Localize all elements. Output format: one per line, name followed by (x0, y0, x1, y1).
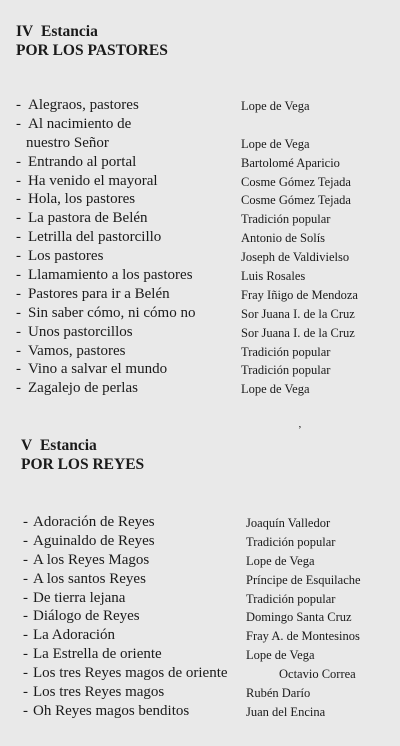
entry-author: Fray A. de Montesinos (246, 629, 360, 644)
entry-title: Los tres Reyes magos (33, 684, 165, 701)
bullet-dash: - (23, 608, 28, 625)
entry-title: Aguinaldo de Reyes (33, 532, 155, 549)
entry-list (0, 513, 400, 721)
list-item (0, 190, 400, 209)
entry-author: Cosme Gómez Tejada (241, 174, 351, 189)
bullet-dash: - (23, 702, 28, 719)
section-heading-line (21, 436, 400, 455)
list-item (0, 607, 400, 626)
list-item (0, 664, 400, 683)
bullet-dash: - (23, 514, 28, 530)
entry-title: Al nacimiento de (28, 115, 132, 132)
list-item (0, 626, 400, 645)
entry-title: Sin saber cómo, ni cómo no (28, 304, 196, 321)
entry-author: Lope de Vega (241, 136, 310, 151)
bullet-dash: - (16, 380, 21, 397)
entry-title: De tierra lejana (33, 589, 126, 606)
section-title: POR LOS REYES (21, 456, 145, 473)
bullet-dash: - (16, 210, 21, 227)
bullet-dash: - (16, 323, 21, 340)
entry-title: Los tres Reyes magos de oriente (33, 665, 228, 682)
bullet-dash: - (23, 551, 28, 568)
entry-author: Octavio Correa (279, 667, 356, 682)
entry-list (0, 96, 400, 398)
list-item (0, 589, 400, 608)
entry-author: Tradición popular (246, 591, 336, 606)
bullet-dash: - (16, 172, 21, 189)
entry-title: A los Reyes Magos (33, 551, 150, 568)
entry-author: Lope de Vega (246, 553, 315, 568)
entry-title: Vino a salvar el mundo (28, 361, 168, 378)
entry-author: Tradición popular (246, 534, 336, 549)
entry-author: Tradición popular (241, 212, 331, 227)
entry-title: Diálogo de Reyes (33, 608, 140, 625)
section-pastores (0, 22, 400, 397)
entry-title: Vamos, pastores (28, 342, 126, 359)
entry-author: Sor Juana I. de la Cruz (241, 325, 355, 340)
bullet-dash: - (16, 248, 21, 265)
entry-author: Sor Juana I. de la Cruz (241, 306, 355, 321)
bullet-dash: - (16, 361, 21, 378)
entry-title: La Estrella de oriente (33, 646, 162, 663)
entry-author: Domingo Santa Cruz (246, 610, 352, 625)
list-item (0, 532, 400, 551)
bullet-dash: - (16, 304, 21, 321)
list-item (0, 323, 400, 342)
list-item (0, 153, 400, 172)
list-item (0, 172, 400, 191)
bullet-dash: - (16, 97, 21, 113)
bullet-dash: - (23, 570, 28, 587)
list-item (0, 551, 400, 570)
list-item (0, 304, 400, 323)
entry-title: Los pastores (28, 248, 104, 265)
list-item (0, 360, 400, 379)
bullet-dash: - (23, 646, 28, 663)
bullet-dash: - (23, 589, 28, 606)
section-heading-line (16, 22, 400, 41)
section-reyes (0, 436, 400, 719)
list-item (0, 702, 400, 721)
entry-title: La pastora de Belén (28, 210, 148, 227)
bullet-dash: - (16, 229, 21, 246)
entry-title: La Adoración (33, 627, 116, 644)
section-number: IV (16, 23, 34, 40)
list-item (0, 342, 400, 361)
section-label: Estancia (39, 437, 97, 454)
list-item (0, 247, 400, 266)
entry-author: Cosme Gómez Tejada (241, 193, 351, 208)
bullet-dash: - (23, 665, 28, 682)
list-item (0, 115, 400, 134)
list-item (0, 285, 400, 304)
entry-title: Alegraos, pastores (28, 97, 139, 113)
entry-title: Llamamiento a los pastores (28, 267, 193, 284)
bullet-dash: - (16, 267, 21, 284)
list-item (0, 683, 400, 702)
entry-title: Zagalejo de perlas (28, 380, 138, 397)
bullet-dash: - (23, 627, 28, 644)
entry-author: Lope de Vega (241, 382, 310, 397)
entry-title: nuestro Señor (26, 134, 109, 151)
section-number: V (21, 437, 33, 454)
entry-title: Hola, los pastores (28, 191, 136, 208)
entry-author: Joaquín Valledor (246, 516, 331, 530)
list-item (0, 96, 400, 115)
entry-author: Príncipe de Esquilache (246, 572, 361, 587)
list-item (0, 209, 400, 228)
entry-author: Lope de Vega (246, 648, 315, 663)
list-item (0, 228, 400, 247)
bullet-dash: - (16, 115, 21, 132)
entry-author: Rubén Darío (246, 686, 311, 701)
entry-title: Letrilla del pastorcillo (28, 229, 162, 246)
entry-author: Tradición popular (241, 363, 331, 378)
stray-mark: ʼ (298, 424, 302, 436)
bullet-dash: - (16, 153, 21, 170)
entry-title: Unos pastorcillos (28, 323, 133, 340)
entry-title: Adoración de Reyes (33, 514, 155, 530)
entry-author: Luis Rosales (241, 269, 306, 284)
entry-title: Pastores para ir a Belén (28, 285, 170, 302)
bullet-dash: - (16, 191, 21, 208)
list-item (0, 570, 400, 589)
section-title: POR LOS PASTORES (16, 42, 168, 59)
section-label: Estancia (40, 23, 98, 40)
list-item (0, 134, 400, 153)
entry-author: Antonio de Solís (241, 231, 326, 246)
list-item (0, 513, 400, 532)
entry-author: Joseph de Valdivielso (241, 250, 350, 265)
entry-title: Ha venido el mayoral (28, 172, 158, 189)
entry-title: A los santos Reyes (33, 570, 146, 587)
bullet-dash: - (23, 532, 28, 549)
list-item (0, 379, 400, 398)
list-item (0, 645, 400, 664)
entry-author: Bartolomé Aparicio (241, 155, 340, 170)
entry-author: Fray Iñigo de Mendoza (241, 287, 358, 302)
entry-author: Tradición popular (241, 344, 331, 359)
list-item (0, 266, 400, 285)
entry-title: Entrando al portal (28, 153, 137, 170)
bullet-dash: - (16, 342, 21, 359)
bullet-dash: - (23, 684, 28, 701)
bullet-dash: - (16, 285, 21, 302)
entry-author: Lope de Vega (241, 99, 310, 113)
entry-title: Oh Reyes magos benditos (33, 702, 190, 719)
entry-author: Juan del Encina (246, 704, 326, 719)
